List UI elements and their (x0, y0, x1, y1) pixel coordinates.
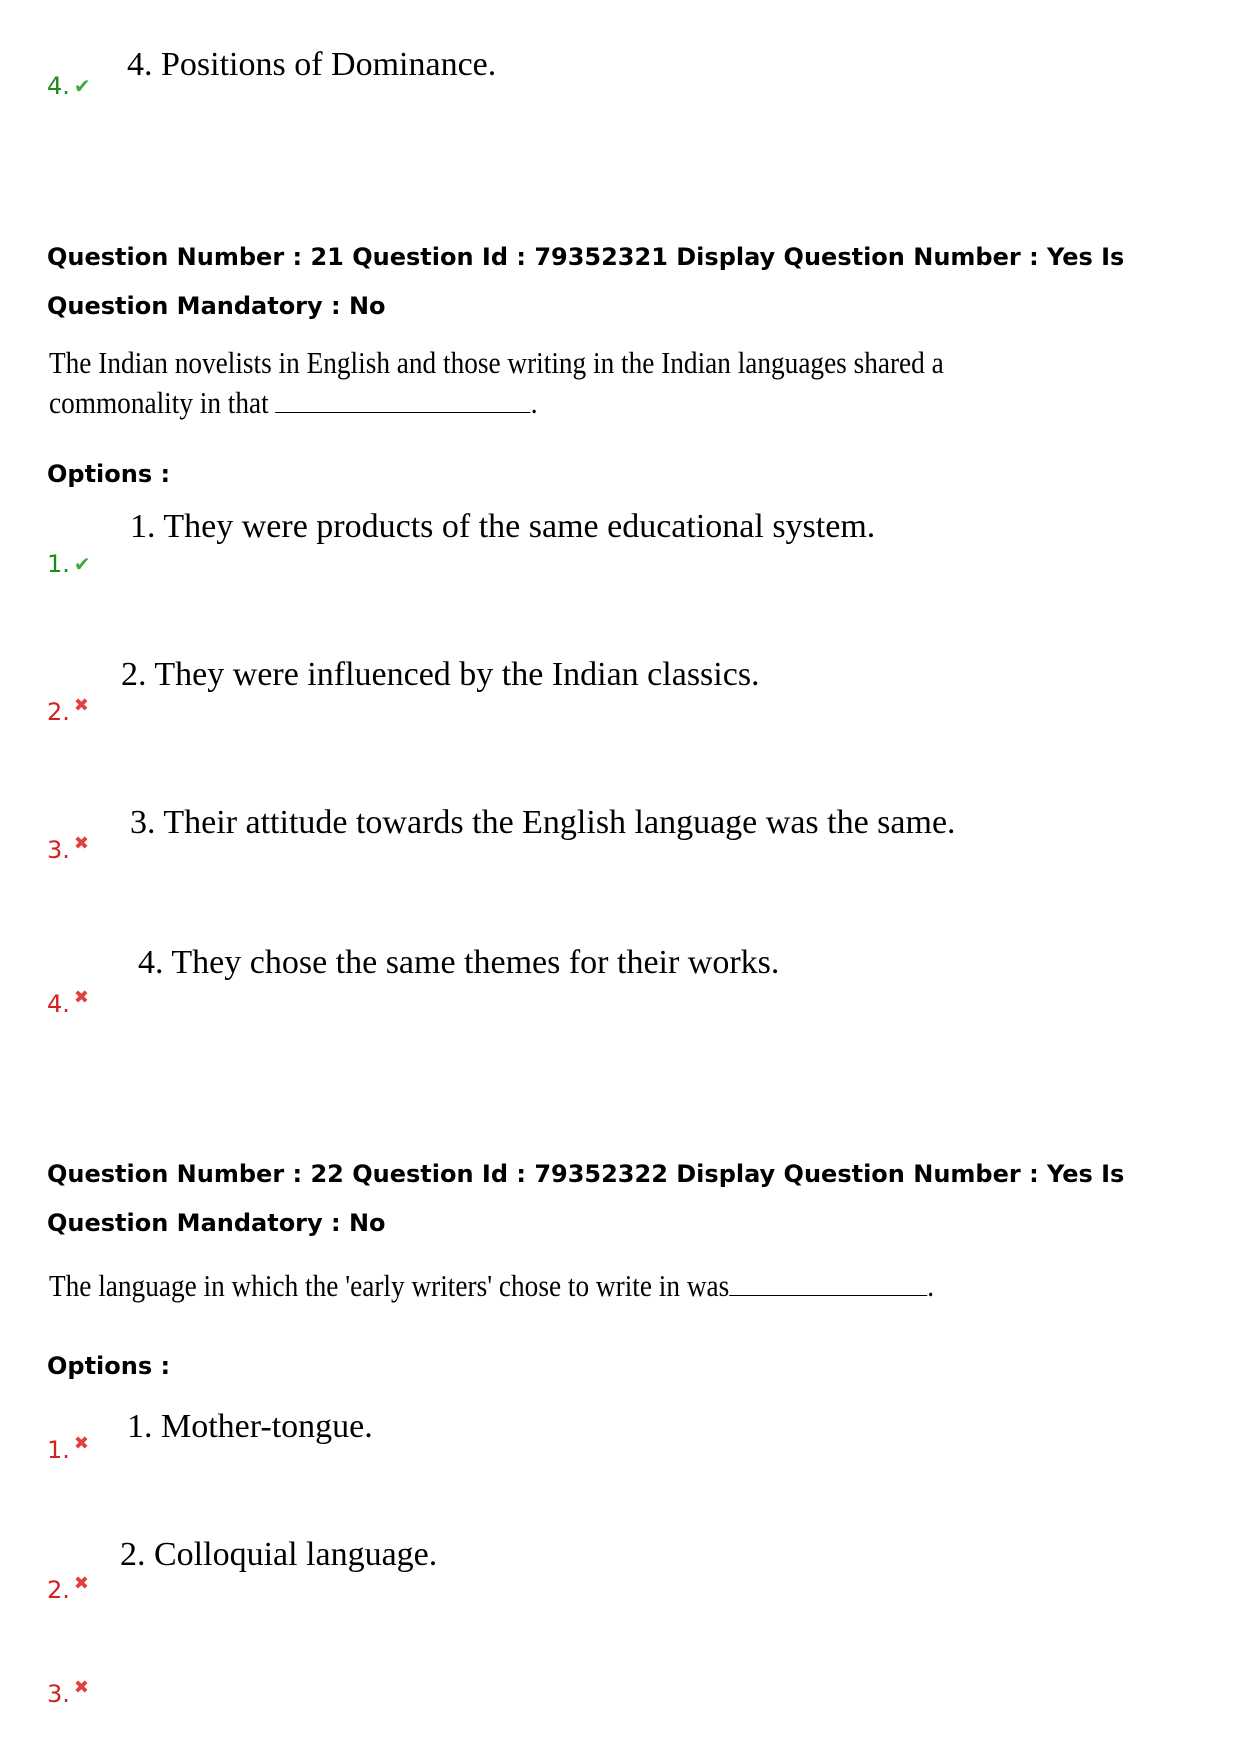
option-number: 2. (47, 698, 70, 726)
option-number: 2. (47, 1576, 70, 1604)
answer-blank (729, 1271, 927, 1296)
option-number: 3. (47, 836, 70, 864)
question-header-21: Question Number : 21 Question Id : 79352321 Display Question Number : Yes Is Question Mandatory : No (47, 243, 1125, 320)
option-text-21-2: 2. They were influenced by the Indian classics. (121, 656, 760, 693)
options-label: Options : (47, 1352, 171, 1380)
option-marker-prev-4 (47, 72, 91, 100)
question-text-line: The Indian novelists in English and those writing in the Indian languages shared a (49, 345, 944, 380)
check-icon: ✔ (73, 552, 91, 576)
option-text-22-2: 2. Colloquial language. (120, 1536, 438, 1573)
cross-icon: ✖ (73, 695, 89, 716)
cross-icon: ✖ (73, 987, 89, 1008)
option-text-21-4: 4. They chose the same themes for their works. (138, 944, 780, 981)
option-marker-21-1 (47, 550, 91, 578)
question-text-line: commonality in that . (49, 385, 538, 420)
cross-icon: ✖ (73, 1677, 89, 1698)
option-text-22-1: 1. Mother-tongue. (127, 1408, 373, 1445)
question-header-22: Question Number : 22 Question Id : 79352322 Display Question Number : Yes Is Question Mandatory : No (47, 1160, 1125, 1237)
option-marker-22-3 (47, 1677, 89, 1708)
option-number: 4. (47, 72, 70, 100)
option-number: 1. (47, 1436, 70, 1464)
answer-blank (276, 388, 531, 413)
question-text-22 (49, 1266, 934, 1306)
option-text-21-1: 1. They were products of the same educational system. (130, 508, 876, 545)
option-marker-22-1 (47, 1433, 89, 1464)
option-text-prev-4: 4. Positions of Dominance. (127, 46, 497, 83)
option-text-21-3: 3. Their attitude towards the English language was the same. (130, 804, 956, 841)
option-number: 1. (47, 550, 70, 578)
option-number: 4. (47, 990, 70, 1018)
option-marker-22-2 (47, 1573, 89, 1604)
question-text-line: The language in which the 'early writers' chose to write in was . (49, 1268, 935, 1303)
cross-icon: ✖ (73, 833, 89, 854)
cross-icon: ✖ (73, 1573, 89, 1594)
question-text-21 (49, 343, 944, 423)
options-label: Options : (47, 460, 171, 488)
cross-icon: ✖ (73, 1433, 89, 1454)
option-marker-21-4 (47, 987, 89, 1018)
option-number: 3. (47, 1680, 70, 1708)
check-icon: ✔ (73, 74, 91, 98)
option-marker-21-3 (47, 833, 89, 864)
option-marker-21-2 (47, 695, 89, 726)
